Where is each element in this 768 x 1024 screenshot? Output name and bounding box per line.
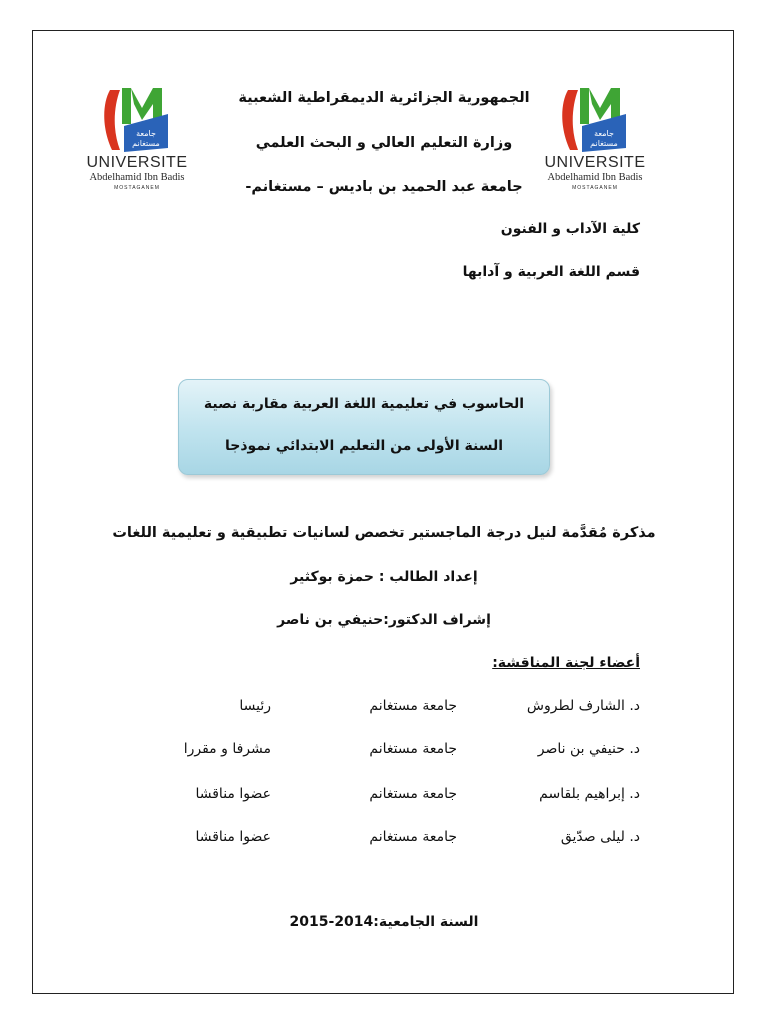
student-name: إعداد الطالب : حمزة بوكثير [290, 569, 478, 585]
committee-row [0, 698, 768, 720]
department-name: قسم اللغة العربية و آدابها [462, 264, 640, 280]
member-name: د. الشارف لطروش [526, 698, 640, 714]
member-university: جامعة مستغانم [369, 786, 457, 802]
member-name: د. إبراهيم بلقاسم [539, 786, 640, 802]
member-university: جامعة مستغانم [369, 829, 457, 845]
committee-row [0, 829, 768, 851]
thesis-title-line2: السنة الأولى من التعليم الابتدائي نموذجا [224, 438, 504, 454]
university-name: جامعة عبد الحميد بن باديس – مستغانم- [245, 179, 523, 195]
academic-year: السنة الجامعية:2014-2015 [289, 914, 479, 930]
svg-text:جامعة: جامعة [136, 129, 156, 138]
committee-heading: أعضاء لجنة المناقشة: [492, 655, 640, 671]
supervisor-name: إشراف الدكتور:حنيفي بن ناصر [277, 612, 491, 628]
logo-name: UNIVERSITE [86, 154, 188, 171]
svg-text:جامعة: جامعة [594, 129, 614, 138]
faculty-name: كلية الآداب و الفنون [500, 221, 640, 237]
svg-text:مستغانم: مستغانم [590, 139, 618, 148]
committee-row [0, 786, 768, 808]
thesis-title-box [178, 379, 550, 475]
member-role: رئيسا [239, 698, 271, 714]
logo-subtitle: Abdelhamid Ibn Badis [547, 172, 643, 183]
country-name: الجمهورية الجزائرية الديمقراطية الشعبية [238, 90, 530, 106]
committee-row [0, 741, 768, 763]
member-university: جامعة مستغانم [369, 741, 457, 757]
thesis-note: مذكرة مُقدَّمة لنيل درجة الماجستير تخصص لسانيات تطبيقية و تعليمية اللغات [112, 525, 656, 541]
member-university: جامعة مستغانم [369, 698, 457, 714]
logo-name: UNIVERSITE [544, 154, 646, 171]
thesis-title-line1: الحاسوب في تعليمية اللغة العربية مقاربة نصية [203, 396, 525, 412]
svg-text:مستغانم: مستغانم [132, 139, 160, 148]
member-role: عضوا مناقشا [195, 786, 271, 802]
member-name: د. ليلى صدّيق [560, 829, 640, 845]
member-name: د. حنيفي بن ناصر [537, 741, 640, 757]
logo-city: MOSTAGANEM [572, 185, 618, 191]
logo-subtitle: Abdelhamid Ibn Badis [89, 172, 185, 183]
member-role: عضوا مناقشا [195, 829, 271, 845]
member-role: مشرفا و مقررا [183, 741, 271, 757]
logo-city: MOSTAGANEM [114, 185, 160, 191]
ministry-name: وزارة التعليم العالي و البحث العلمي [255, 135, 513, 151]
